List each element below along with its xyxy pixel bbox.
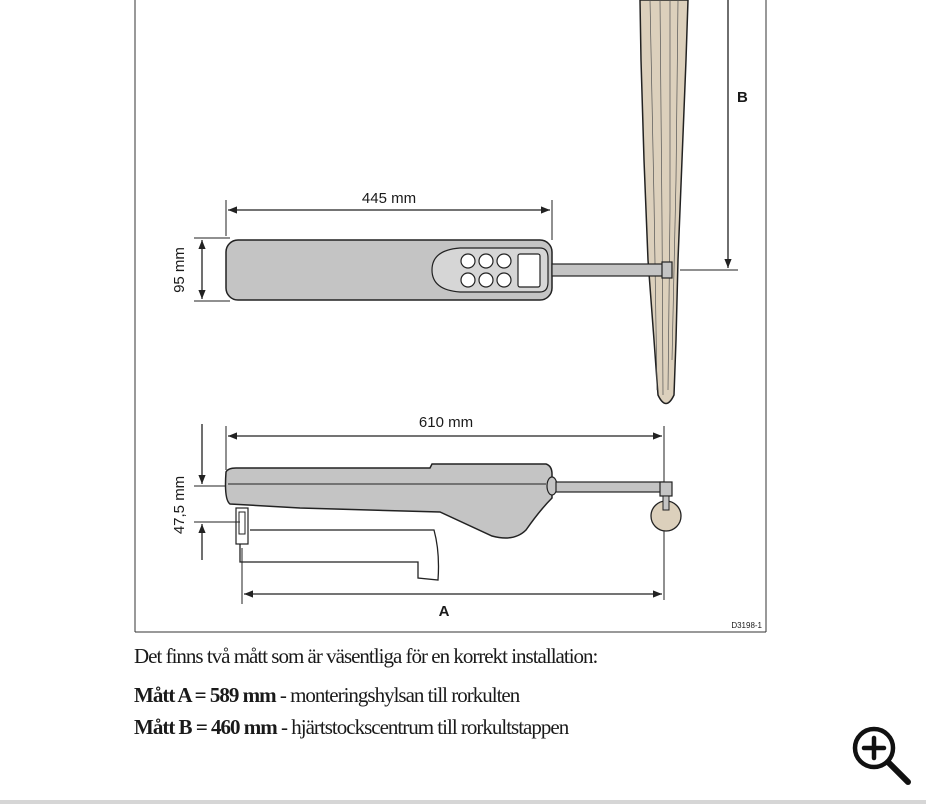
- dimension-95: [171, 238, 230, 301]
- dim-47-5-label: 47,5 mm: [171, 475, 188, 535]
- measure-a-label: Mått A = 589 mm: [134, 683, 276, 707]
- dim-95-label: 95 mm: [171, 247, 188, 293]
- dimension-b: [680, 0, 748, 270]
- label-a: A: [438, 603, 450, 620]
- drawing-code: D3198-1: [731, 621, 762, 630]
- measure-a-line: [134, 683, 519, 708]
- measure-a-desc: - monteringshylsan till rorkulten: [275, 683, 520, 707]
- intro-text: Det finns två mått som är väsentliga för en korrekt installation:: [134, 644, 598, 668]
- label-b: B: [737, 89, 748, 106]
- measure-b-desc: - hjärtstockscentrum till rorkultstappen: [276, 715, 569, 739]
- pilot-top-view: [226, 240, 672, 300]
- tiller-arm: [640, 0, 688, 404]
- measure-b-label: Mått B = 460 mm: [134, 715, 277, 739]
- dim-610-label: 610 mm: [418, 414, 474, 431]
- zoom-in-icon: [848, 722, 914, 788]
- dim-445-label: 445 mm: [361, 190, 417, 207]
- dimension-445: [226, 190, 552, 240]
- zoom-in-button[interactable]: [848, 722, 914, 788]
- measure-b-line: [134, 715, 568, 740]
- pilot-side-view: [226, 464, 682, 580]
- dimension-a: [242, 548, 662, 620]
- bottom-divider: [0, 800, 926, 804]
